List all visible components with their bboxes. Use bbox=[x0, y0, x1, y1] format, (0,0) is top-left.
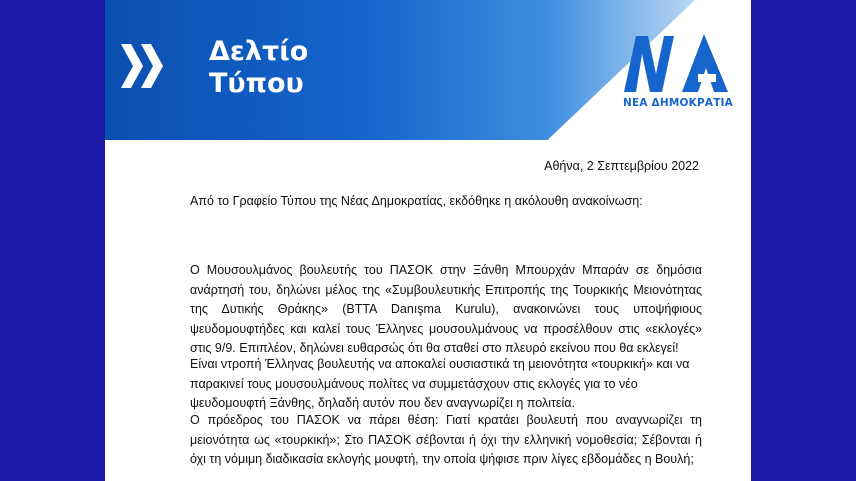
press-release-title bbox=[209, 36, 308, 100]
nd-logo-text: ΝΕΑ ΔΗΜΟΚΡΑΤΙΑ bbox=[623, 97, 733, 109]
document-paragraph: Ο Μουσουλμάνος βουλευτής του ΠΑΣΟΚ στην Ξάνθη Μπουρχάν Μπαράν σε δημόσια ανάρτησή του, δηλώνει μέλος της «Συμβουλευτικής Επιτροπής της Τουρκικής Μειονότητας της Δυτικής Θράκης» (BTTA Danışma Kurulu), ανακοινώνει τους υποψήφιους ψευδομουφτήδες και καλεί τους Έλληνες μουσουλμάνους να προσέλθουν στις «εκλογές» στις 9/9. Επιπλέον, δηλώνει ευθαρσώς ότι θα σταθεί στο πλευρό εκείνου που θα εκλεγεί! bbox=[190, 263, 702, 355]
document-paragraph: Είναι ντροπή Έλληνας βουλευτής να αποκαλεί ουσιαστικά τη μειονότητα «τουρκική» και να παρακινεί τους μουσουλμάνους πολίτες να συμμετάσχουν στις εκλογές για το νέο ψευδομουφτή Ξάνθης, δηλαδή αυτόν που δεν αναγνωρίζει η πολιτεία. bbox=[190, 357, 690, 410]
title-line-1: Δελτίο bbox=[209, 36, 309, 67]
header-banner bbox=[105, 0, 695, 140]
document-intro: Από το Γραφείο Τύπου της Νέας Δημοκρατίας, εκδόθηκε η ακόλουθη ανακοίνωση: bbox=[190, 194, 643, 208]
press-release-page bbox=[105, 0, 751, 481]
document-date: Αθήνα, 2 Σεπτεμβρίου 2022 bbox=[544, 159, 699, 173]
document-paragraph: Ο πρόεδρος του ΠΑΣΟΚ να πάρει θέση: Γιατί κρατάει βουλευτή που αναγνωρίζει τη μειονότητα ως «τουρκική»; Στο ΠΑΣΟΚ σέβονται ή όχι την ελληνική νομοθεσία; Σέβονται ή όχι τη νόμιμη διαδικασία εκλογής μουφτή, την οποία ψήφισε πριν λίγες εβδομάδες η Βουλή; bbox=[190, 413, 702, 466]
double-chevron-icon bbox=[121, 44, 143, 88]
title-line-2: Τύπου bbox=[209, 68, 304, 99]
double-chevron-icon bbox=[141, 44, 163, 88]
press-release-header bbox=[105, 0, 751, 140]
